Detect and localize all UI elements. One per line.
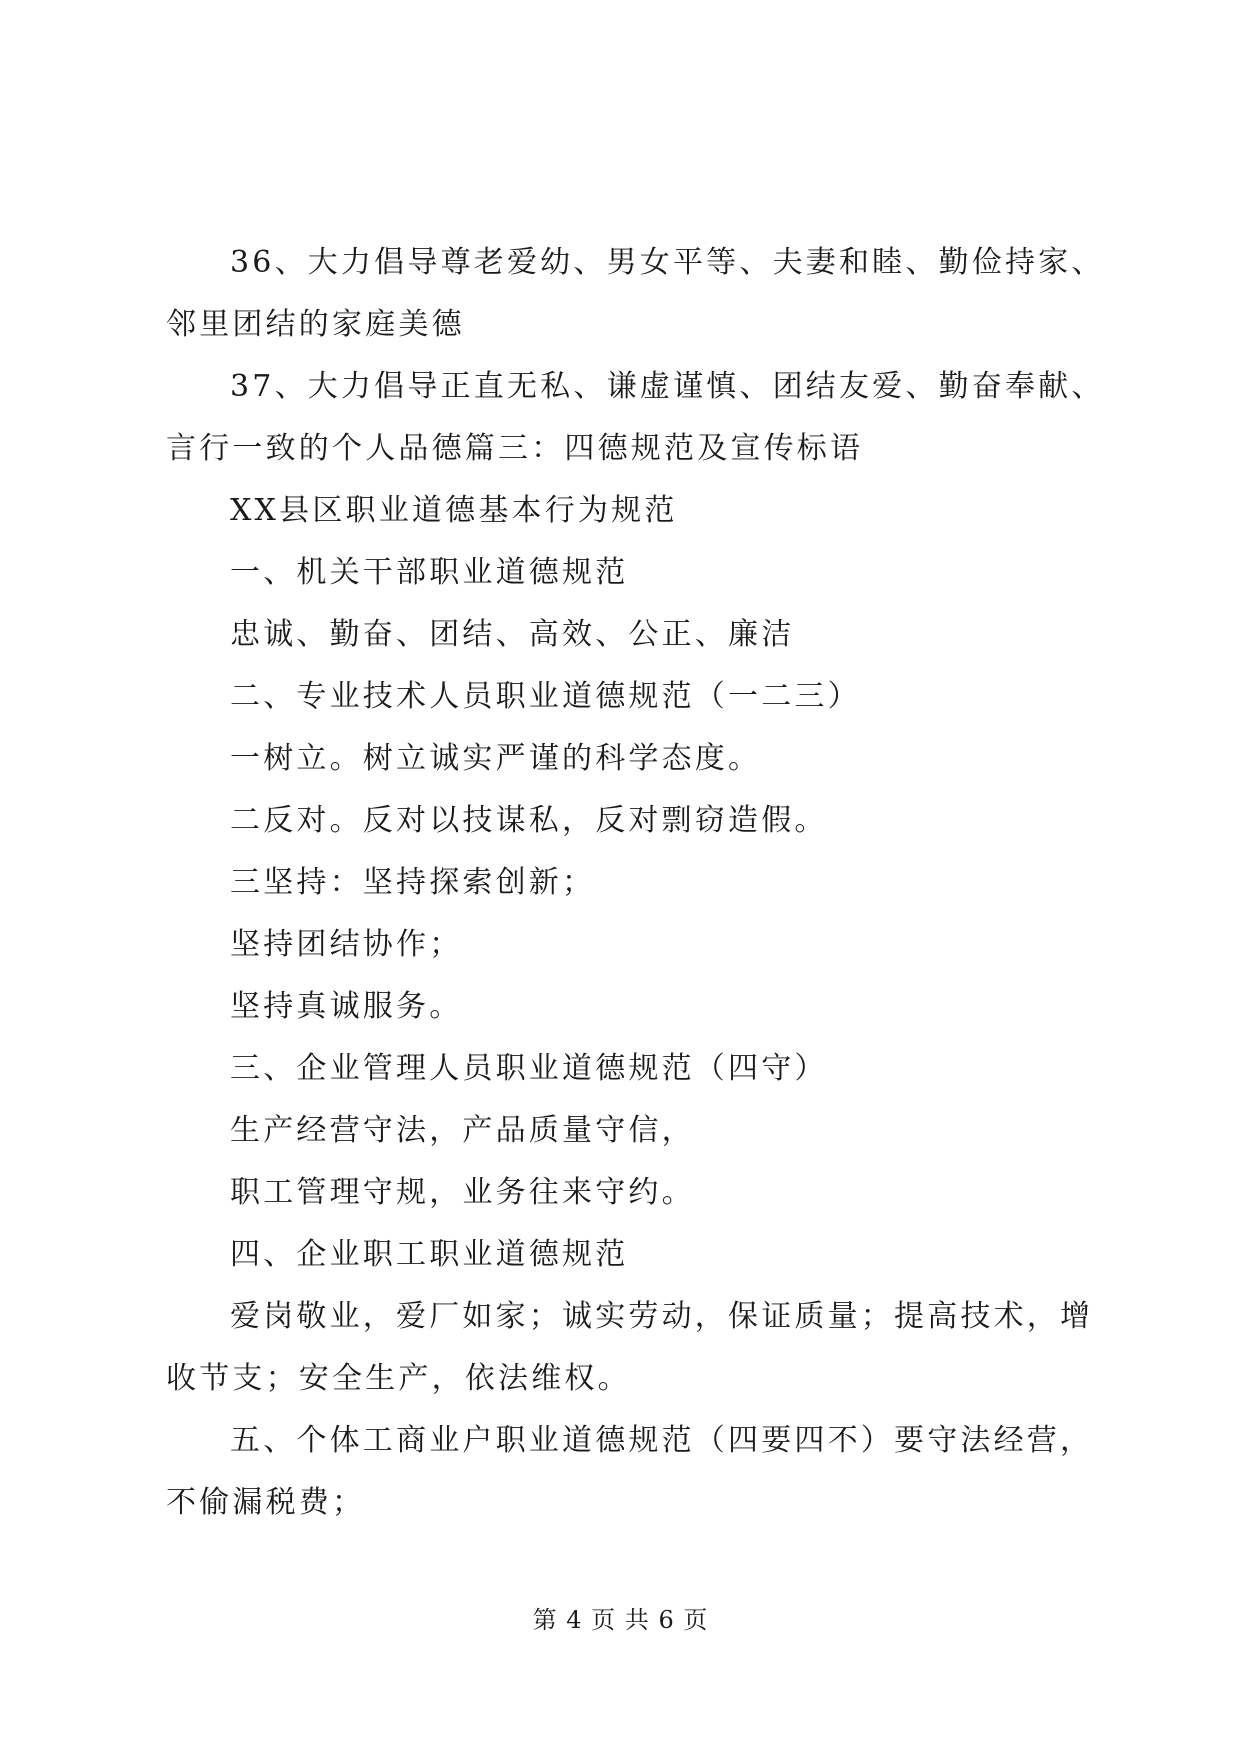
paragraph-item: 一、机关干部职业道德规范 xyxy=(230,555,629,590)
paragraph-item: 坚持团结协作； xyxy=(230,927,463,962)
paragraph-36: 36、大力倡导尊老爱幼、男女平等、夫妻和睦、勤俭持家、邻里团结的家庭美德 xyxy=(166,245,1105,342)
paragraph-37: 37、大力倡导正直无私、谦虚谨慎、团结友爱、勤奋奉献、言行一致的个人品德篇三：四德规范及宣传标语 xyxy=(166,369,1105,466)
section-heading: XX县区职业道德基本行为规范 xyxy=(230,493,678,528)
paragraph-item: 四、企业职工职业道德规范 xyxy=(230,1237,629,1272)
paragraph-item: 二、专业技术人员职业道德规范（一二三） xyxy=(230,679,861,714)
paragraph-item: 三、企业管理人员职业道德规范（四守） xyxy=(230,1051,828,1086)
paragraph-item: 忠诚、勤奋、团结、高效、公正、廉洁 xyxy=(230,617,795,652)
paragraph-item: 坚持真诚服务。 xyxy=(230,989,463,1024)
paragraph-item: 一树立。树立诚实严谨的科学态度。 xyxy=(230,741,762,776)
page-footer: 第 4 页 共 6 页 xyxy=(532,1606,709,1634)
paragraph-item: 生产经营守法，产品质量守信， xyxy=(230,1113,695,1148)
paragraph-item: 爱岗敬业，爱厂如家；诚实劳动，保证质量；提高技术，增收节支；安全生产，依法维权。 xyxy=(166,1299,1094,1396)
paragraph-item: 职工管理守规，业务往来守约。 xyxy=(230,1175,695,1210)
document-body xyxy=(166,232,1106,1534)
paragraph-item: 五、个体工商业户职业道德规范（四要四不）要守法经营，不偷漏税费； xyxy=(166,1423,1094,1520)
paragraph-item: 二反对。反对以技谋私，反对剽窃造假。 xyxy=(230,803,828,838)
paragraph-item: 三坚持：坚持探索创新； xyxy=(230,865,596,900)
